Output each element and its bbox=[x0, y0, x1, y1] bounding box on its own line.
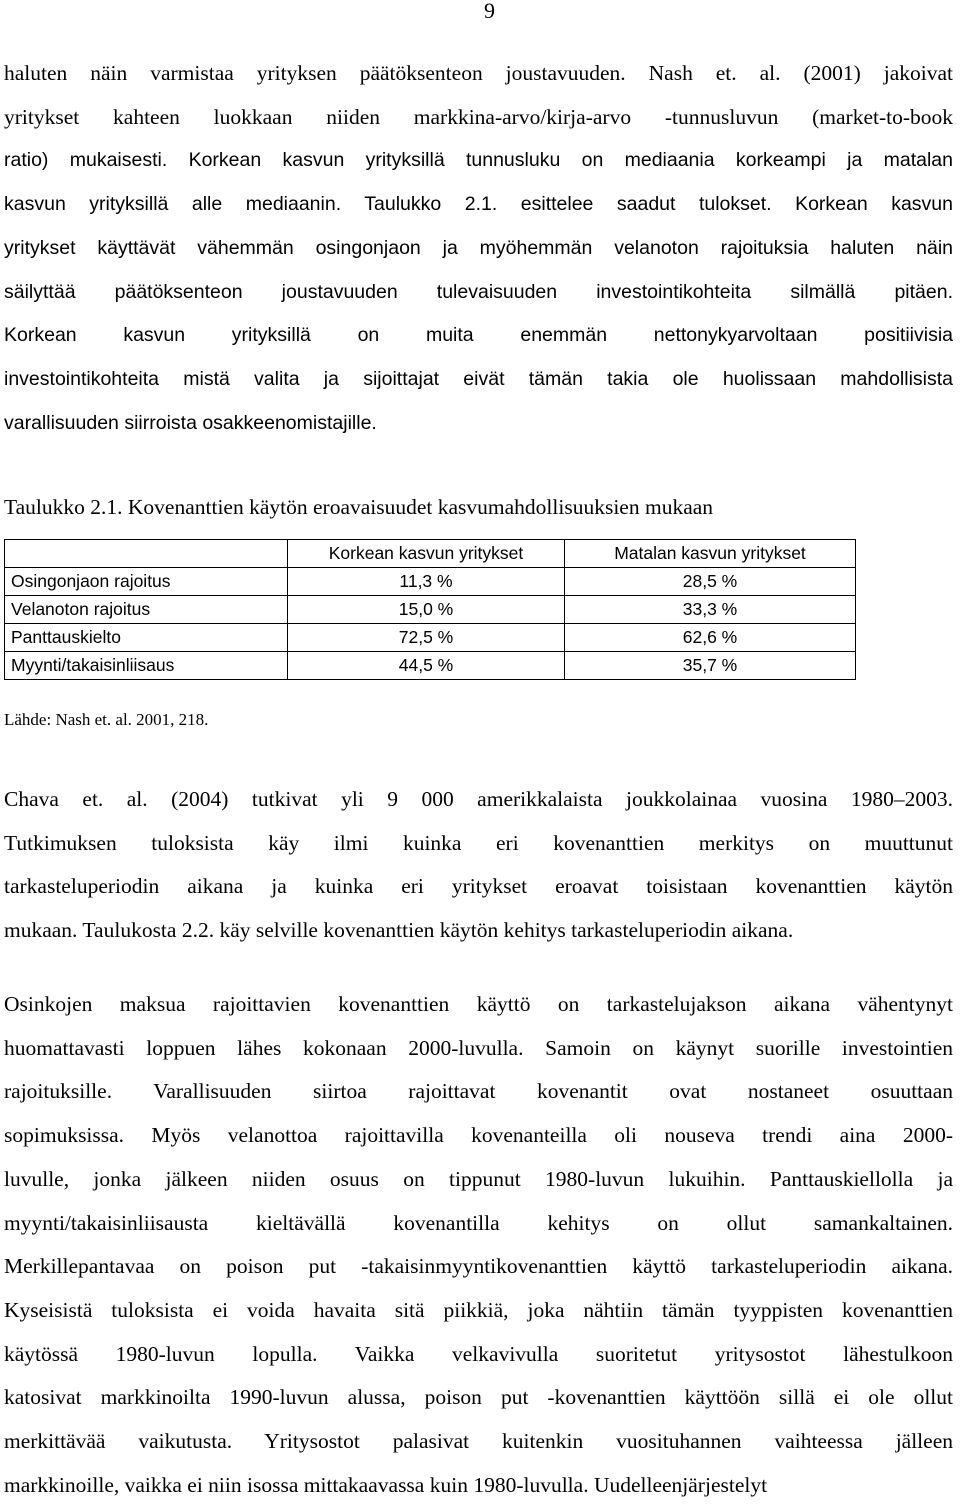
text-line: merkittävää vaikutusta. Yritysostot palasivat kuitenkin vuosituhannen vaihteessa jälleen bbox=[4, 1429, 953, 1454]
high-growth-value: 44,5 % bbox=[288, 652, 565, 680]
row-label: Panttauskielto bbox=[5, 624, 288, 652]
high-growth-value: 15,0 % bbox=[288, 596, 565, 624]
text-line: varallisuuden siirroista osakkeenomistajille. bbox=[4, 411, 377, 434]
text-line: sopimuksissa. Myös velanottoa rajoittavilla kovenanteilla oli nouseva trendi aina 2000- bbox=[4, 1123, 953, 1148]
low-growth-value: 35,7 % bbox=[565, 652, 856, 680]
text-line: katosivat markkinoilta 1990-luvun alussa, poison put -kovenanttien käyttöön sillä ei ole ollut bbox=[4, 1385, 953, 1410]
table-source: Lähde: Nash et. al. 2001, 218. bbox=[4, 710, 209, 729]
text-line: yritykset käyttävät vähemmän osingonjaon ja myöhemmän velanoton rajoituksia haluten näin bbox=[4, 236, 953, 259]
text-line: Osinkojen maksua rajoittavien kovenanttien käyttö on tarkastelujakson aikana vähentynyt bbox=[4, 992, 953, 1016]
text-line: kasvun yrityksillä alle mediaanin. Taulukko 2.1. esittelee saadut tulokset. Korkean kasvun bbox=[4, 193, 953, 216]
high-growth-value: 72,5 % bbox=[288, 624, 565, 652]
text-line: Kyseisistä tuloksista ei voida havaita sitä piikkiä, joka nähtiin tämän tyyppisten kovenanttien bbox=[4, 1297, 953, 1322]
paragraph-intro bbox=[4, 52, 953, 445]
low-growth-value: 28,5 % bbox=[565, 568, 856, 596]
low-growth-value: 33,3 % bbox=[565, 596, 856, 624]
text-line: yritykset kahteen luokkaan niiden markkina-arvo/kirja-arvo -tunnusluvun (market-to-book bbox=[4, 104, 953, 129]
table-caption: Taulukko 2.1. Kovenanttien käytön eroavaisuudet kasvumahdollisuuksien mukaan bbox=[4, 495, 714, 519]
text-line: Korkean kasvun yrityksillä on muita enemmän nettonykyarvoltaan positiivisia bbox=[4, 324, 953, 347]
low-growth-value: 62,6 % bbox=[565, 624, 856, 652]
paragraph-results bbox=[4, 983, 953, 1507]
table-header-low-growth: Matalan kasvun yritykset bbox=[565, 540, 856, 568]
table-header-high-growth: Korkean kasvun yritykset bbox=[288, 540, 565, 568]
text-line: tarkasteluperiodin aikana ja kuinka eri yritykset eroavat toisistaan kovenanttien käytön bbox=[4, 874, 953, 899]
high-growth-value: 11,3 % bbox=[288, 568, 565, 596]
text-line: markkinoille, vaikka ei niin isossa mittakaavassa kuin 1980-luvulla. Uudelleenjärjestelyt bbox=[4, 1472, 768, 1497]
text-line: luvulle, jonka jälkeen niiden osuus on tippunut 1980-luvun lukuihin. Panttauskiellolla ja bbox=[4, 1166, 953, 1191]
text-line: Tutkimuksen tuloksista käy ilmi kuinka eri kovenanttien merkitys on muuttunut bbox=[4, 830, 953, 855]
paragraph-chava bbox=[4, 778, 953, 953]
text-line: huomattavasti loppuen lähes kokonaan 2000-luvulla. Samoin on käynyt suorille investointien bbox=[4, 1035, 953, 1060]
text-line: säilyttää päätöksenteon joustavuuden tulevaisuuden investointikohteita silmällä pitäen. bbox=[4, 280, 953, 303]
table-header-empty bbox=[5, 540, 288, 568]
text-line: investointikohteita mistä valita ja sijoittajat eivät tämän takia ole huolissaan mahdollisista bbox=[4, 367, 953, 390]
row-label: Myynti/takaisinliisaus bbox=[5, 652, 288, 680]
text-line: mukaan. Taulukosta 2.2. käy selville kovenanttien käytön kehitys tarkasteluperiodin aikana. bbox=[4, 918, 794, 943]
text-line: rajoituksille. Varallisuuden siirtoa rajoittavat kovenantit ovat nostaneet osuuttaan bbox=[4, 1079, 953, 1104]
text-line: Merkillepantavaa on poison put -takaisinmyyntikovenanttien käyttö tarkasteluperiodin aikana. bbox=[4, 1254, 953, 1279]
text-line: myynti/takaisinliisausta kieltävällä kovenantilla kehitys on ollut samankaltainen. bbox=[4, 1210, 953, 1235]
covenant-table bbox=[4, 539, 856, 680]
page-number: 9 bbox=[484, 0, 495, 23]
row-label: Velanoton rajoitus bbox=[5, 596, 288, 624]
table-header-row bbox=[5, 540, 856, 568]
row-label: Osingonjaon rajoitus bbox=[5, 568, 288, 596]
table-row bbox=[5, 568, 856, 596]
table-row bbox=[5, 624, 856, 652]
text-line: haluten näin varmistaa yrityksen päätöksenteon joustavuuden. Nash et. al. (2001) jakoivat bbox=[4, 61, 953, 85]
table-row bbox=[5, 652, 856, 680]
text-line: ratio) mukaisesti. Korkean kasvun yrityksillä tunnusluku on mediaania korkeampi ja matalan bbox=[4, 149, 953, 172]
text-line: Chava et. al. (2004) tutkivat yli 9 000 amerikkalaista joukkolainaa vuosina 1980–2003. bbox=[4, 787, 953, 811]
text-line: käytössä 1980-luvun lopulla. Vaikka velkavivulla suoritetut yritysostot lähestulkoon bbox=[4, 1341, 953, 1366]
table-row bbox=[5, 596, 856, 624]
